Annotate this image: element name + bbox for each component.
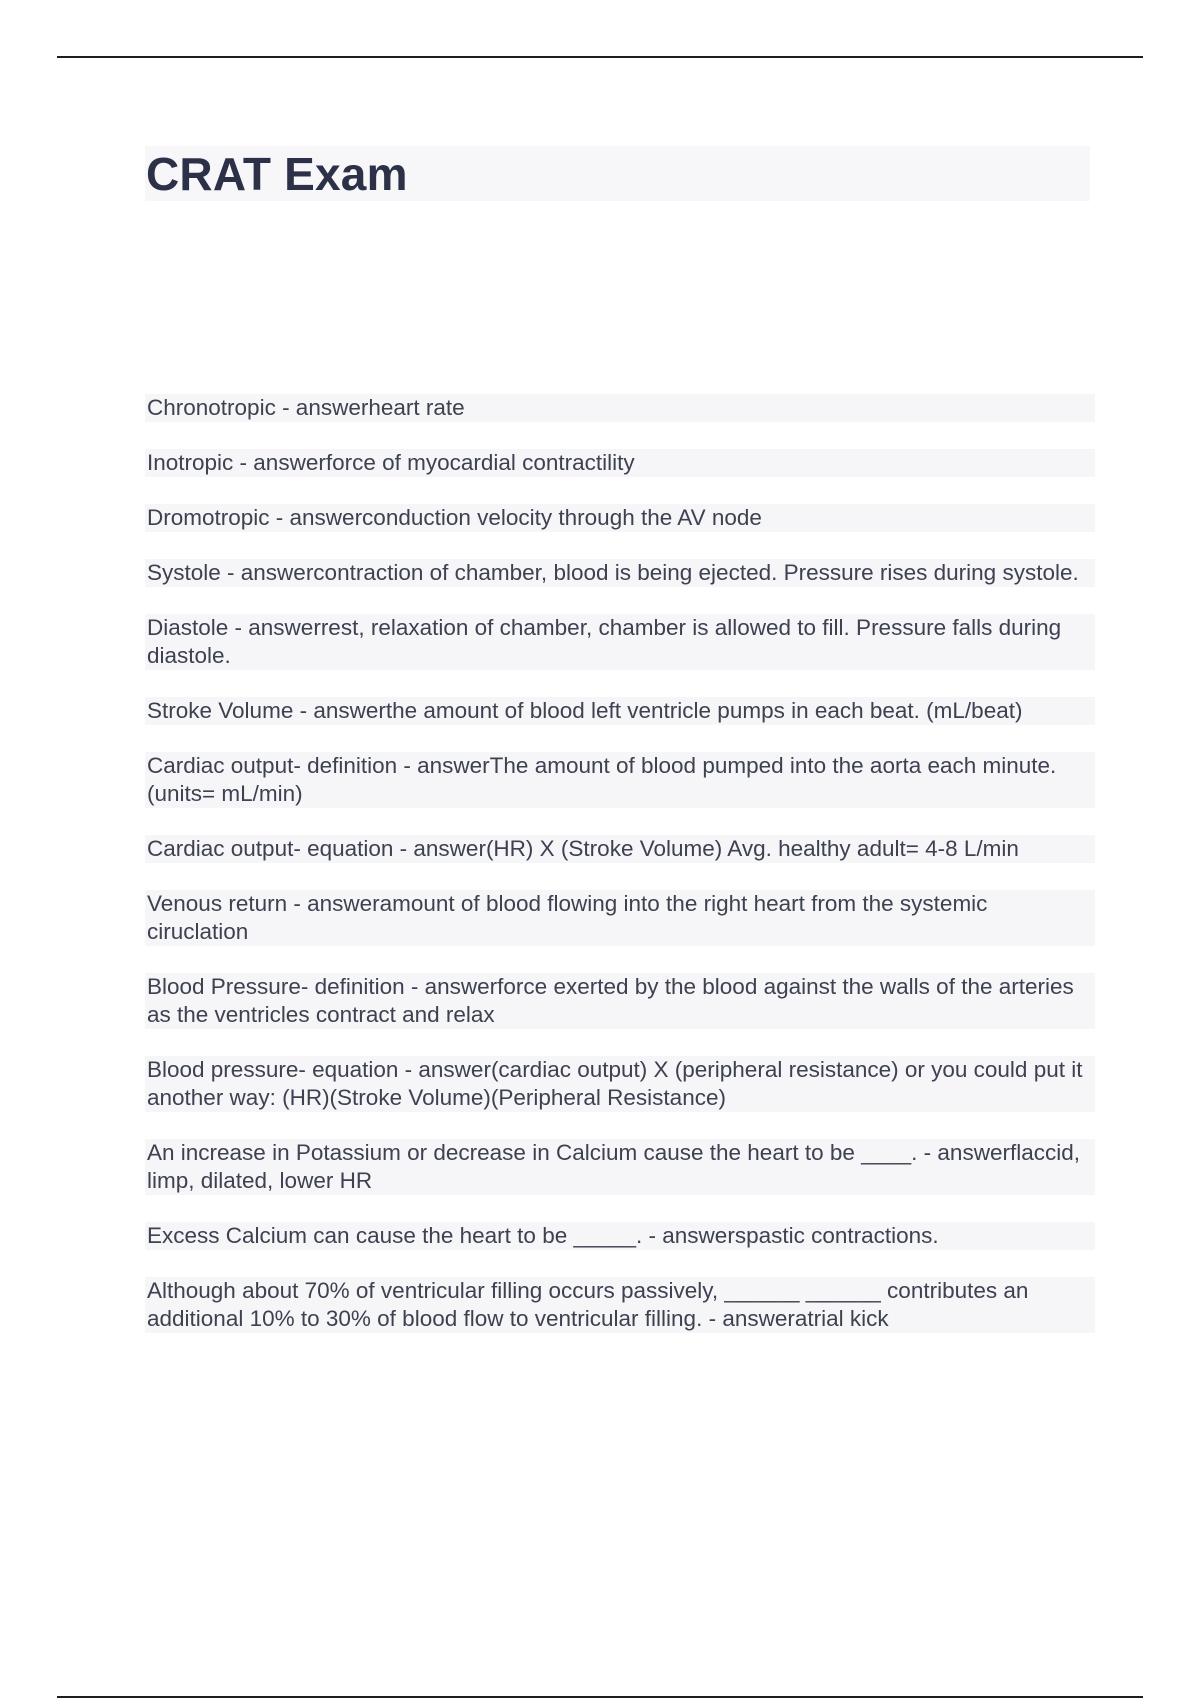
flashcard-item: An increase in Potassium or decrease in Calcium cause the heart to be ____. - answerflaccid, limp, dilated, lower HR: [145, 1139, 1095, 1195]
flashcard-item: Cardiac output- definition - answerThe amount of blood pumped into the aorta each minute. (units= mL/min): [145, 752, 1095, 808]
flashcard-item: Stroke Volume - answerthe amount of blood left ventricle pumps in each beat. (mL/beat): [145, 697, 1095, 725]
flashcard-item: Chronotropic - answerheart rate: [145, 394, 1095, 422]
flashcard-item: Venous return - answeramount of blood flowing into the right heart from the systemic ciruclation: [145, 890, 1095, 946]
flashcard-item: Cardiac output- equation - answer(HR) X (Stroke Volume) Avg. healthy adult= 4-8 L/min: [145, 835, 1095, 863]
flashcard-item: Dromotropic - answerconduction velocity through the AV node: [145, 504, 1095, 532]
flashcard-list: [145, 394, 1095, 1360]
flashcard-item: Excess Calcium can cause the heart to be _____. - answerspastic contractions.: [145, 1222, 1095, 1250]
flashcard-item: Diastole - answerrest, relaxation of chamber, chamber is allowed to fill. Pressure falls during diastole.: [145, 614, 1095, 670]
flashcard-item: Blood Pressure- definition - answerforce exerted by the blood against the walls of the arteries as the ventricles contract and relax: [145, 973, 1095, 1029]
flashcard-item: Blood pressure- equation - answer(cardiac output) X (peripheral resistance) or you could put it another way: (HR)(Stroke Volume)(Peripheral Resistance): [145, 1056, 1095, 1112]
flashcard-item: Although about 70% of ventricular filling occurs passively, ______ ______ contributes an additional 10% to 30% of blood flow to ventricular filling. - answeratrial kick: [145, 1277, 1095, 1333]
document-title: CRAT Exam: [146, 148, 408, 200]
top-rule: [57, 56, 1143, 58]
flashcard-item: Inotropic - answerforce of myocardial contractility: [145, 449, 1095, 477]
flashcard-item: Systole - answercontraction of chamber, blood is being ejected. Pressure rises during systole.: [145, 559, 1095, 587]
bottom-rule: [57, 1696, 1143, 1698]
